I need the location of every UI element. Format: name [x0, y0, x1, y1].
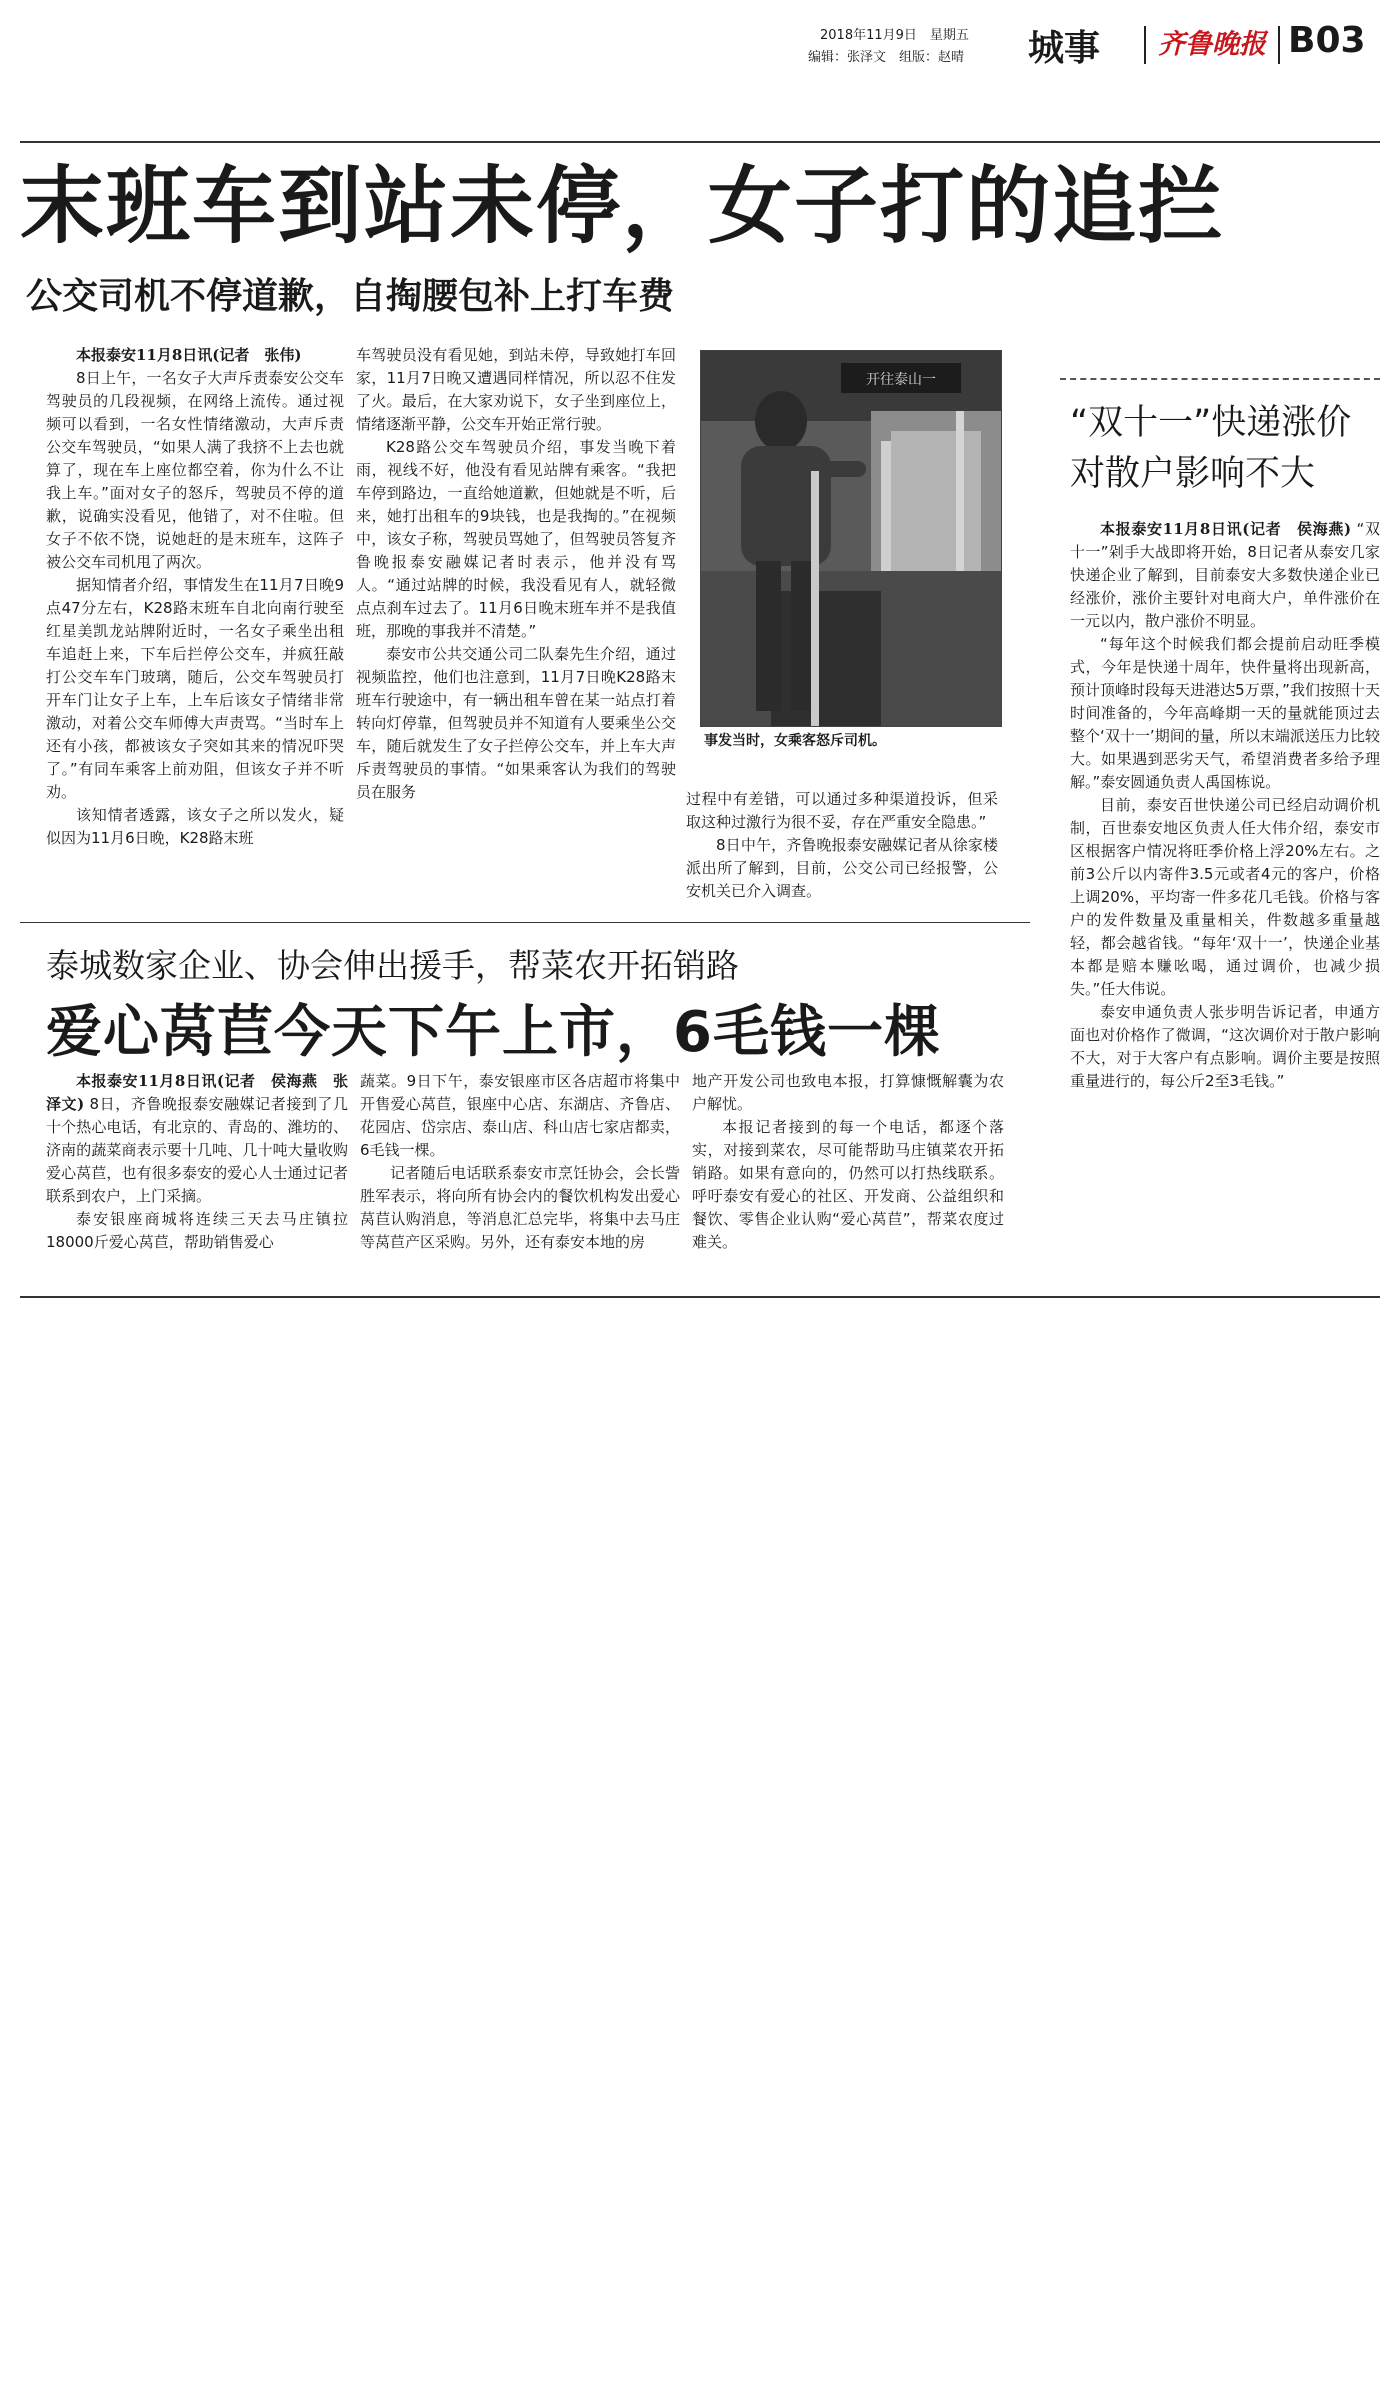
bottom-rule [20, 1296, 1380, 1298]
article3-dateline: 本报泰安11月8日讯(记者 侯海燕) [1100, 520, 1352, 538]
article3-paragraph: “每年这个时候我们都会提前启动旺季模式，今年是快递十周年，快件量将出现新高，预计顶峰时段每天进港达5万票，”我们按照十天时间准备的，今年高峰期一天的量就能顶过去整个‘双十一’期间的量，所以末端派送压力比较大。如果遇到恶劣天气，希望消费者多给予理解。”泰安圆通负责人禹国栋说。 [1070, 635, 1380, 791]
header-divider [1144, 26, 1146, 64]
article2-paragraph: 记者随后电话联系泰安市烹饪协会，会长訾胜军表示，将向所有协会内的餐饮机构发出爱心莴苣认购消息，等消息汇总完毕，将集中去马庄等莴苣产区采购。另外，还有泰安本地的房 [360, 1164, 680, 1251]
news-photo [700, 350, 1002, 727]
article3-paragraph: 泰安申通负责人张步明告诉记者，申通方面也对价格作了微调，“这次调价对于散户影响不大，对于大客户有点影响。调价主要是按照重量进行的，每公斤2至3毛钱。” [1070, 1003, 1380, 1090]
article1-paragraph: 泰安市公共交通公司二队秦先生介绍，通过视频监控，他们也注意到，11月7日晚K28路末班车行驶途中，有一辆出租车曾在某一站点打着转向灯停靠，但驾驶员并不知道有人要乘坐公交车，随后就发生了女子拦停公交车，并上车大声斥责驾驶员的事情。“如果乘客认为我们的驾驶员在服务 [356, 645, 676, 801]
photo-caption: 事发当时，女乘客怒斥司机。 [704, 733, 886, 749]
article1-paragraph: K28路公交车驾驶员介绍，事发当晚下着雨，视线不好，他没有看见站牌有乘客。“我把车停到路边，一直给她道歉，但她就是不听，后来，她打出租车的9块钱，也是我掏的。”在视频中，该女子称，驾驶员骂她了，但驾驶员答复齐鲁晚报泰安融媒记者时表示，他并没有骂人。“通过站牌的时候，我没看见有人，就轻微点点刹车过去了。11月6日晚末班车并不是我值班，那晚的事我并不清楚。” [356, 438, 676, 640]
main-subheadline: 公交司机不停道歉，自掏腰包补上打车费 [26, 276, 675, 317]
article1-paragraph: 车驾驶员没有看见她，到站未停，导致她打车回家，11月7日晚又遭遇同样情况，所以忍不住发了火。最后，在大家劝说下，女子坐到座位上，情绪逐渐平静，公交车开始正常行驶。 [356, 346, 676, 433]
article2-paragraph: 本报记者接到的每一个电话，都逐个落实，对接到菜农，尽可能帮助马庄镇菜农开拓销路。如果有意向的，仍然可以打热线联系。呼吁泰安有爱心的社区、开发商、公益组织和餐饮、零售企业认购“爱心莴苣”，帮菜农度过难关。 [692, 1118, 1004, 1251]
section-rule [20, 922, 1030, 923]
article2-column-3 [692, 1070, 1004, 1290]
bus-sign-text: 开往泰山一 [866, 372, 936, 388]
article1-paragraph: 该知情者透露，该女子之所以发火，疑似因为11月6日晚，K28路末班 [46, 806, 344, 847]
section-name: 城事 [1028, 28, 1101, 69]
newspaper-logo [1152, 22, 1272, 62]
article3-headline: “双十一”快递涨价对散户影响不大 [1070, 403, 1352, 494]
article1-column-1 [46, 344, 344, 909]
article1-column-3 [686, 788, 998, 908]
article2-paragraph: 泰安银座商城将连续三天去马庄镇拉18000斤爱心莴苣，帮助销售爱心 [46, 1210, 348, 1251]
article2-paragraph: 地产开发公司也致电本报，打算慷慨解囊为农户解忧。 [692, 1072, 1004, 1113]
article1-dateline: 本报泰安11月8日讯(记者 张伟) [76, 346, 302, 364]
article3-lead: “双十一”剁手大战即将开始，8日记者从泰安几家快递企业了解到，目前泰安大多数快递企业已经涨价，涨价主要针对电商大户，单件涨价在一元以内，散户涨价不明显。 [1070, 520, 1380, 630]
article2-paragraph: 蔬菜。9日下午，泰安银座市区各店超市将集中开售爱心莴苣，银座中心店、东湖店、齐鲁店、花园店、岱宗店、泰山店、科山店七家店都卖，6毛钱一棵。 [360, 1072, 680, 1159]
main-headline: 末班车到站未停，女子打的追拦 [20, 157, 1225, 255]
article2-lead: 8日，齐鲁晚报泰安融媒记者接到了几十个热心电话，有北京的、青岛的、潍坊的、济南的蔬菜商表示要十几吨、几十吨大量收购爱心莴苣，也有很多泰安的爱心人士通过记者联系到农户，上门采摘。 [46, 1095, 348, 1205]
article2-headline: 爱心莴苣今天下午上市，6毛钱一棵 [46, 1000, 941, 1065]
article1-column-2 [356, 344, 676, 909]
article2-column-1 [46, 1070, 348, 1290]
article1-paragraph: 据知情者介绍，事情发生在11月7日晚9点47分左右，K28路末班车自北向南行驶至红星美凯龙站牌附近时，一名女子乘坐出租车追赶上来，下车后拦停公交车，并疯狂敲打公交车车门玻璃，随后，公交车驾驶员打开车门让女子上车，上车后该女子情绪非常激动，对着公交车师傅大声责骂。“当时车上还有小孩，都被该女子突如其来的情况吓哭了。”有同车乘客上前劝阻，但该女子并不听劝。 [46, 576, 344, 801]
page-date: 2018年11月9日 星期五 [820, 28, 969, 43]
article2-column-2 [360, 1070, 680, 1290]
page-editors: 编辑：张泽文 组版：赵晴 [808, 50, 965, 65]
top-rule [20, 141, 1380, 143]
article2-kicker: 泰城数家企业、协会伸出援手，帮菜农开拓销路 [46, 946, 739, 985]
bus-interior-illustration [701, 351, 1001, 726]
logo-text: 齐鲁晚报 [1158, 29, 1266, 60]
sidebar-dashed-rule [1060, 378, 1380, 380]
article1-paragraph: 过程中有差错，可以通过多种渠道投诉，但采取这种过激行为很不妥，存在严重安全隐患。” [686, 790, 998, 831]
article1-paragraph: 8日上午，一名女子大声斥责泰安公交车驾驶员的几段视频，在网络上流传。通过视频可以看到，一名女性情绪激动，大声斥责公交车驾驶员，“如果人满了我挤不上去也就算了，现在车上座位都空着，你为什么不让我上车。”面对女子的怒斥，驾驶员不停的道歉，说确实没看见，他错了，对不住啦。但女子不依不饶，说她赶的是末班车，这阵子被公交车司机甩了两次。 [46, 369, 344, 571]
article2-dateline: 本报泰安11月8日讯(记者 侯海燕 张泽文) [46, 1072, 348, 1113]
article3-paragraph: 目前，泰安百世快递公司已经启动调价机制，百世泰安地区负责人任大伟介绍，泰安市区根据客户情况将旺季价格上浮20%左右。之前3公斤以内寄件3.5元或者4元的客户，价格上调20%，平均寄一件多花几毛钱。价格与客户的发件数量及重量相关，件数越多重量越轻，都会越省钱。“每年‘双十一’，快递企业基本都是赔本赚吆喝，通过调价，也减少损失。”任大伟说。 [1070, 796, 1380, 998]
article1-paragraph: 8日中午，齐鲁晚报泰安融媒记者从徐家楼派出所了解到，目前，公交公司已经报警，公安机关已介入调查。 [686, 836, 998, 900]
page-number: B03 [1288, 20, 1366, 61]
header-divider [1278, 26, 1280, 64]
article3-column [1070, 518, 1380, 1288]
